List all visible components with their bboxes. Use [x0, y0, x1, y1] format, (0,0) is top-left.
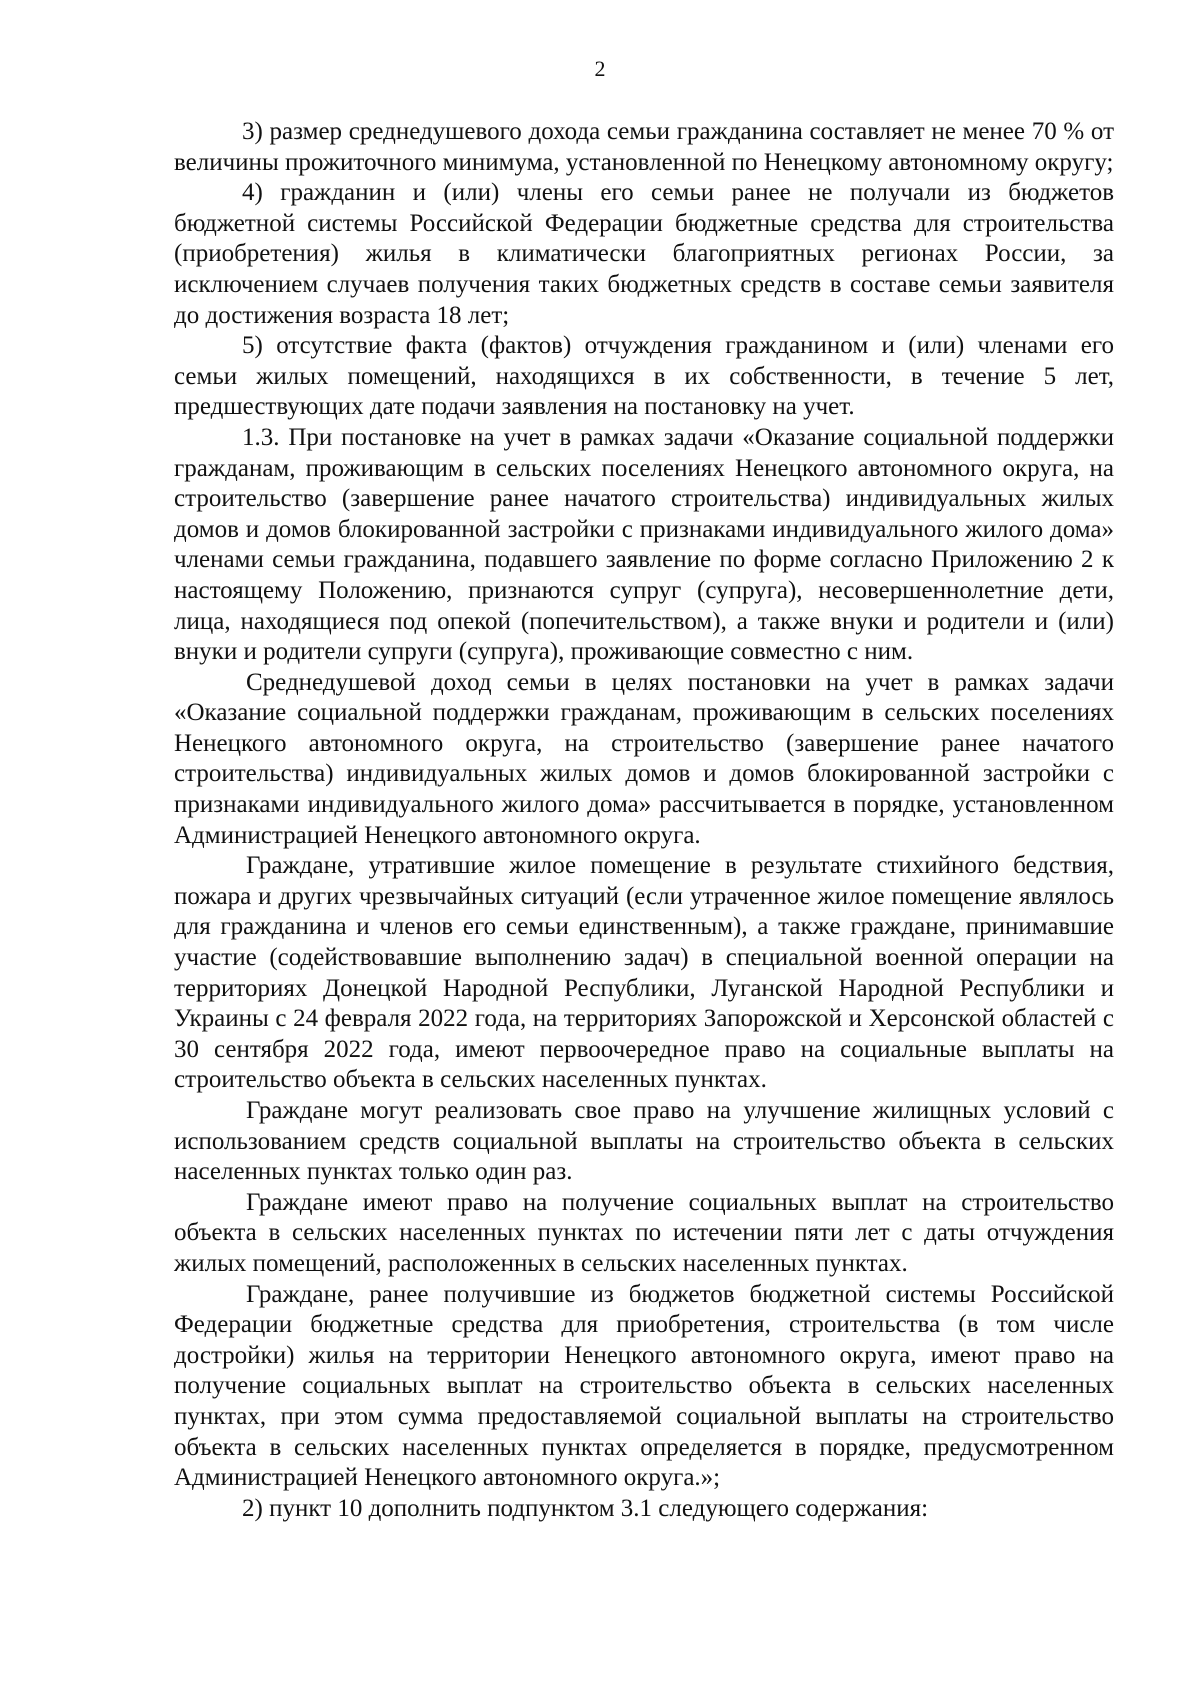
- paragraph-item-4: 4) гражданин и (или) члены его семьи ранее не получали из бюджетов бюджетной системы Российской Федерации бюджетные средства для строительства (приобретения) жилья в климатически благоприятных регионах России, за исключением случаев получения таких бюджетных средств в составе семьи заявителя до достижения возраста 18 лет;: [174, 179, 1114, 329]
- paragraph-section-1-3: 1.3. При постановке на учет в рамках задачи «Оказание социальной поддержки гражданам, проживающим в сельских поселениях Ненецкого автономного округа, на строительство (завершение ранее начатого строительства) индивидуальных жилых домов и домов блокированной застройки с признаками индивидуального жилого дома» членами семьи гражданина, подавшего заявление по форме согласно Приложению 2 к настоящему Положению, признаются супруг (супруга), несовершеннолетние дети, лица, находящиеся под опекой (попечительством), а также внуки и родители и (или) внуки и родители супруги (супруга), проживающие совместно с ним.: [174, 423, 1114, 666]
- document-body: [174, 117, 1114, 1524]
- paragraph-five-year-condition: Граждане имеют право на получение социальных выплат на строительство объекта в сельских населенных пунктах по истечении пяти лет с даты отчуждения жилых помещений, расположенных в сельских населенных пунктах.: [174, 1188, 1114, 1277]
- paragraph-item-3: 3) размер среднедушевого дохода семьи гражданина составляет не менее 70 % от величины прожиточного минимума, установленной по Ненецкому автономному округу;: [174, 118, 1114, 176]
- paragraph-amendment-point-2: 2) пункт 10 дополнить подпунктом 3.1 следующего содержания:: [242, 1494, 929, 1522]
- paragraph-item-5: 5) отсутствие факта (фактов) отчуждения гражданином и (или) членами его семьи жилых помещений, находящихся в их собственности, в течение 5 лет, предшествующих дате подачи заявления на постановку на учет.: [174, 332, 1114, 421]
- paragraph-one-time-right: Граждане могут реализовать свое право на улучшение жилищных условий с использованием средств социальной выплаты на строительство объекта в сельских населенных пунктах только один раз.: [174, 1097, 1114, 1186]
- page-number: 2: [594, 56, 606, 81]
- paragraph-income-calculation: Среднедушевой доход семьи в целях постановки на учет в рамках задачи «Оказание социальной поддержки гражданам, проживающим в сельских поселениях Ненецкого автономного округа, на строительство (завершение ранее начатого строительства) индивидуальных жилых домов и домов блокированной застройки с признаками индивидуального жилого дома» рассчитывается в порядке, установленном Администрацией Ненецкого автономного округа.: [174, 668, 1114, 849]
- paragraph-previous-funding: Граждане, ранее получившие из бюджетов бюджетной системы Российской Федерации бюджетные средства для приобретения, строительства (в том числе достройки) жилья на территории Ненецкого автономного округа, имеют право на получение социальных выплат на строительство объекта в сельских населенных пунктах, при этом сумма предоставляемой социальной выплаты на строительство объекта в сельских населенных пунктах определяется в порядке, предусмотренном Администрацией Ненецкого автономного округа.»;: [174, 1280, 1114, 1492]
- paragraph-priority-right: Граждане, утратившие жилое помещение в результате стихийного бедствия, пожара и других чрезвычайных ситуаций (если утраченное жилое помещение являлось для гражданина и членов его семьи единственным), а также граждане, принимавшие участие (содействовавшие выполнению задач) в специальной военной операции на территориях Донецкой Народной Республики, Луганской Народной Республики и Украины с 24 февраля 2022 года, на территориях Запорожской и Херсонской областей с 30 сентября 2022 года, имеют первоочередное право на социальные выплаты на строительство объекта в сельских населенных пунктах.: [174, 852, 1114, 1094]
